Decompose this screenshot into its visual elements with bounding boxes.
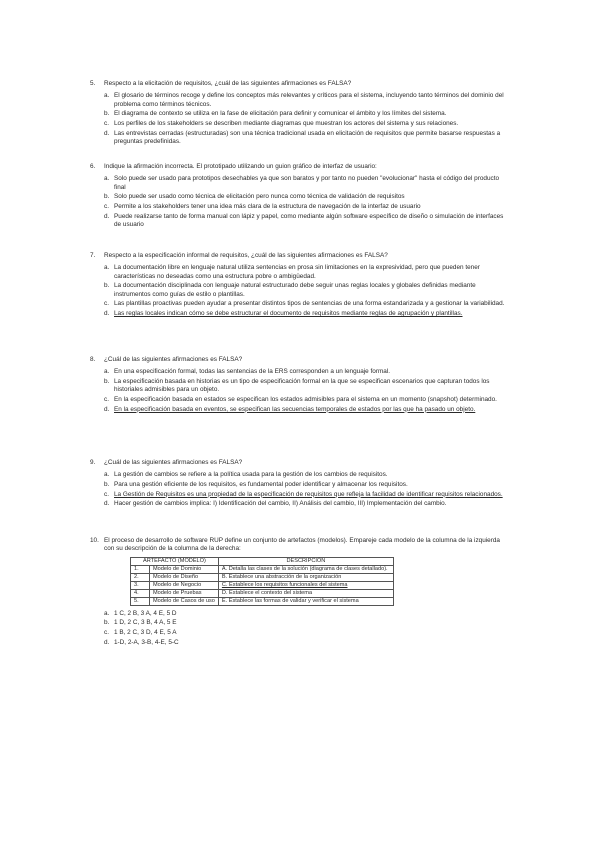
- question-number: 8.: [90, 356, 96, 363]
- question-text: Respecto a la especificación informal de requisitos, ¿cuál de las siguientes afirmaciones es FALSA?: [104, 252, 388, 259]
- table-row: 4. Modelo de Pruebas D. Establece el contexto del sistema: [131, 589, 394, 597]
- question-text: Respecto a la elicitación de requisitos, ¿cuál de las siguientes afirmaciones es FALSA?: [104, 80, 352, 87]
- option-d: d. Hacer gestión de cambios implica: I) Identificación del cambio, II) Análisis del cambio, III) Implementación del cambio.: [104, 500, 447, 508]
- question-number: 9.: [90, 459, 96, 466]
- question-number: 10.: [90, 537, 99, 544]
- option-d: d. 1-D, 2-A, 3-B, 4-E, 5-C: [104, 638, 179, 646]
- question-10: [90, 537, 506, 648]
- option-c: c. En la especificación basada en estados se especifican los estados admisibles para el sistema en un momento (snapshot) determinado.: [104, 396, 497, 403]
- option-a: a. 1 C, 2 B, 3 A, 4 E, 5 D: [104, 609, 177, 617]
- option-d: d. Las reglas locales indican cómo se debe estructurar el documento de requisitos mediante reglas de agrupación y plantillas.: [104, 310, 463, 317]
- option-c: c. Permite a los stakeholders tener una idea más clara de la estructura de navegación de la interfaz de usuario: [104, 203, 421, 210]
- question-text: El proceso de desarrollo de software RUP define un conjunto de artefactos (modelos). Empareje cada modelo de la columna de la izquierda con su descripción de la columna de la derecha:: [104, 537, 500, 553]
- option-b: b. La especificación basada en historias es un tipo de especificación formal en la que se especifican escenarios que capturan todos los historiales admisibles para un objeto.: [104, 378, 490, 394]
- question-9: [90, 459, 506, 510]
- matching-table: [130, 557, 394, 606]
- question-number: 6.: [90, 163, 96, 170]
- table-row: 2. Modelo de Diseño B. Establece una abstracción de la organización: [131, 573, 394, 581]
- option-a: a. La gestión de cambios se refiere a la política usada para la gestión de los cambios de requisitos.: [104, 471, 388, 479]
- question-text: ¿Cuál de las siguientes afirmaciones es FALSA?: [104, 356, 243, 363]
- question-number: 7.: [90, 252, 96, 259]
- option-c: c. La Gestión de Requisitos es una propiedad de la especificación de requisitos que refleja la facilidad de identificar requisitos relacionados.: [104, 490, 503, 498]
- question-text: Indique la afirmación incorrecta. El prototipado utilizando un guion gráfico de interfaz de usuario:: [104, 163, 377, 170]
- question-7: [90, 252, 506, 320]
- option-c: c. Las plantillas proactivas pueden ayudar a presentar distintos tipos de sentencias de una forma estandarizada y a gestionar la variabilidad.: [104, 300, 505, 308]
- option-c: c. Los perfiles de los stakeholders se describen mediante diagramas que muestran los actores del sistema y sus relaciones.: [104, 120, 459, 127]
- option-b: b. Solo puede ser usado como técnica de elicitación pero nunca como técnica de validación de requisitos: [104, 193, 405, 201]
- option-a: a. El glosario de términos recoge y define los conceptos más relevantes y críticos para el sistema, incluyendo tanto términos del dominio del problema como términos técnicos.: [104, 92, 504, 108]
- question-5: [90, 80, 506, 148]
- option-b: b. El diagrama de contexto se utiliza en la fase de elicitación para definir y comunicar el ámbito y los límites del sistema.: [104, 110, 447, 118]
- table-row: 5. Modelo de Casos de uso E. Establece las formas de validar y verificar el sistema: [131, 597, 394, 605]
- question-6: [90, 163, 506, 231]
- option-a: a. En una especificación formal, todas las sentencias de la ERS corresponden a un lenguaje formal.: [104, 368, 391, 376]
- table-row: 3. Modelo de Negocio C. Establece los requisitos funcionales del sistema: [131, 581, 394, 589]
- table-header-row: [131, 557, 394, 565]
- column-header-artifact: ARTEFACTO (MODELO): [131, 557, 219, 565]
- option-d: d. Puede realizarse tanto de forma manual con lápiz y papel, como mediante algún software específico de diseño o simulación de interfaces de usuario: [104, 212, 504, 228]
- question-number: 5.: [90, 80, 96, 87]
- column-header-description: DESCRIPCIÓN: [218, 557, 393, 565]
- option-b: b. Para una gestión eficiente de los requisitos, es fundamental poder identificar y almacenar los requisitos.: [104, 481, 408, 488]
- option-a: a. Solo puede ser usado para prototipos desechables ya que son baratos y por tanto no pueden "evolucionar" hasta el código del producto final: [104, 175, 500, 191]
- option-d: d. En la especificación basada en eventos, se especifican las secuencias temporales de estados por las que ha pasado un objeto.: [104, 405, 476, 413]
- option-b: b. La documentación disciplinada con lenguaje natural estructurado debe seguir unas reglas locales y globales definidas mediante instrumentos como guías de estilo o plantillas.: [104, 282, 476, 298]
- option-c: c. 1 B, 2 C, 3 D, 4 E, 5 A: [104, 629, 177, 636]
- option-a: a. La documentación libre en lenguaje natural utiliza sentencias en prosa sin limitaciones en la expresividad, pero que pueden tener características no deseadas como una estructura pobre o ambigüedad.: [104, 264, 480, 280]
- question-8: [90, 356, 506, 415]
- option-b: b. 1 D, 2 C, 3 B, 4 A, 5 E: [104, 619, 177, 627]
- option-d: d. Las entrevistas cerradas (estructuradas) son una técnica tradicional usada en elicitación de requisitos que permite basarse respuestas a preguntas predefinidas.: [104, 129, 501, 145]
- table-row: 1. Modelo de Dominio A. Detalla las clases de la solución (diagrama de clases detallado).: [131, 565, 394, 573]
- question-text: ¿Cuál de las siguientes afirmaciones es FALSA?: [104, 459, 243, 466]
